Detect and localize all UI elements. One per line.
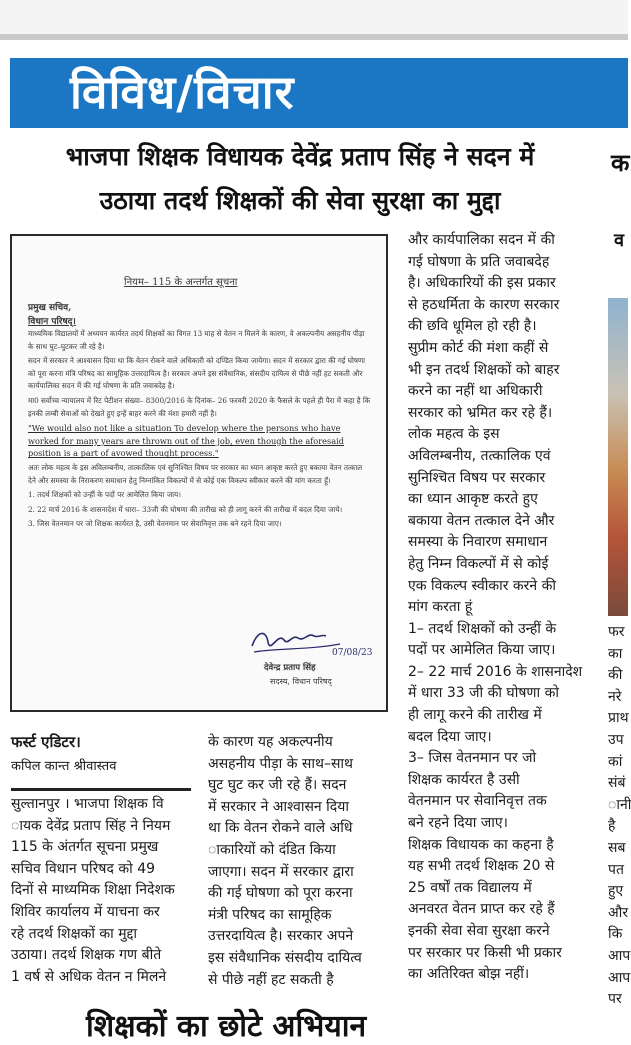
column-line: घुट घुट कर जी रहे हैं। सदन bbox=[208, 777, 347, 794]
column-line: ाकारियों को दंडित किया bbox=[208, 841, 336, 858]
column-line: बने रहने दिया जाए। bbox=[408, 815, 508, 832]
column-line: पर सरकार पर किसी भी प्रकार bbox=[408, 944, 562, 961]
letter-point: 3. जिस वेतनमान पर जो शिक्षक कार्यरत है, उसी वेतनमान पर सेवानिवृत्त तक बने रहने दिया जाए। bbox=[28, 519, 282, 529]
letter-date: 07/08/23 bbox=[332, 648, 373, 658]
signer-title: सदस्य, विधान परिषद् bbox=[270, 677, 332, 686]
column-line: का ध्यान आकृष्ट करते हुए bbox=[408, 491, 538, 508]
column-line: कां bbox=[608, 753, 623, 770]
column-line: इस संवैधानिक संसदीय दायित्व bbox=[208, 949, 362, 966]
letter-paragraph: माध्यमिक विद्यालयों में अध्ययन कार्यरत तदर्थ शिक्षकों का विगत 13 माह से वेतन न मिलने के कारण, वे अकल्पनीय असहनीय पीड़ा के साथ घुट–घुटकर जी रहे है। bbox=[28, 329, 365, 351]
column-line: सचिव विधान परिषद को 49 bbox=[11, 860, 156, 877]
column-line: है bbox=[608, 818, 616, 835]
column-line: बकाया वेतन तत्काल देने और bbox=[408, 512, 555, 529]
letter-body bbox=[28, 328, 372, 533]
column-line: का bbox=[608, 645, 623, 662]
column-line: सब bbox=[608, 839, 626, 856]
column-line: की गई घोषणा को पूरा करना bbox=[208, 885, 353, 902]
adjacent-headline-fragment: व bbox=[614, 230, 625, 251]
column-line: का अतिरिक्त बोझ नहीं। bbox=[408, 966, 530, 983]
column-line: में सरकार ने आश्वासन दिया bbox=[208, 798, 349, 815]
column-line: नरे bbox=[608, 688, 622, 705]
column-line: 1– तदर्थ शिक्षकों को उन्हीं के bbox=[408, 620, 557, 637]
section-banner bbox=[10, 58, 628, 128]
column-line: बदल दिया जाए। bbox=[408, 728, 492, 745]
column-line: 3– जिस वेतनमान पर जो bbox=[408, 750, 537, 767]
column-line: आप bbox=[608, 947, 631, 964]
article-column-1 bbox=[11, 794, 195, 988]
letter-point: 2. 22 मार्च 2016 के शासनादेश में धारा– 33जी की घोषणा की तारीख को ही लागू करने की तारीख में बदल दिया जाये। bbox=[28, 504, 343, 514]
column-line: रहे तदर्थ शिक्षकों का मुद्दा bbox=[11, 925, 138, 942]
letter-point: 1. तदर्थ शिक्षकों को उन्हीं के पदों पर आमेलित किया जाय। bbox=[28, 490, 181, 500]
column-line: 25 वर्षों तक विद्यालय में bbox=[408, 879, 532, 896]
column-line: की bbox=[608, 667, 623, 684]
next-headline: शिक्षकों का छोटे अभियान bbox=[86, 1009, 367, 1044]
top-divider bbox=[0, 34, 628, 40]
column-line: इनकी सेवा सेवा सुरक्षा करने bbox=[408, 923, 550, 939]
column-line: में धारा 33 जी की घोषणा को bbox=[408, 685, 559, 702]
column-line: से हठधर्मिता के कारण सरकार bbox=[408, 296, 560, 313]
column-line: उत्तरदायित्व है। सरकार अपने bbox=[208, 928, 354, 945]
column-line: वेतनमान पर सेवानिवृत्त तक bbox=[408, 793, 547, 810]
column-line: अनवरत वेतन प्राप्त कर रहे हैं bbox=[408, 901, 555, 918]
headline-line-2: उठाया तदर्थ शिक्षकों की सेवा सुरक्षा का मुद्दा bbox=[99, 186, 501, 215]
column-line: सुनिश्चित विषय पर सरकार bbox=[408, 469, 546, 486]
letter-quote: "We would also not like a situation To develop where the persons who have worked for many years are thrown out of the job, even though the aforesaid position is a part of avowed thought process." bbox=[28, 423, 344, 459]
column-line: फर bbox=[608, 624, 625, 640]
column-line: मंत्री परिषद का सामूहिक bbox=[208, 906, 332, 923]
column-line: एक विकल्प स्वीकार करने की bbox=[408, 577, 557, 594]
top-strip bbox=[0, 0, 628, 34]
article-column-2 bbox=[208, 732, 392, 991]
column-line: दिनों से माध्यमिक शिक्षा निदेशक bbox=[11, 882, 175, 899]
adjacent-headline-fragment: क bbox=[611, 148, 630, 177]
column-line: प्राथ bbox=[608, 710, 629, 727]
column-line: भी इन तदर्थ शिक्षकों को बाहर bbox=[408, 361, 560, 378]
column-line: उठाया। तदर्थ शिक्षक गण बीते bbox=[11, 947, 162, 964]
column-line: अविलम्बनीय, तत्कालिक एवं bbox=[408, 447, 551, 464]
column-line: पत bbox=[608, 861, 624, 878]
letter-paragraph: अतः लोक महत्व के इस अविलम्बनीय, तात्कालिक एवं सुनिश्चित विषय पर सरकार का ध्यान आकृष्ट करते हुए बकाया वेतन तत्काल देने और समस्या के निराकरण समाधान हेतु निम्नांकित विकल्पों में से कोई एक विकल्प स्वीकार करने की मांग करता हूँ। bbox=[28, 462, 363, 485]
column-line: करने का नहीं था अधिकारी bbox=[408, 383, 543, 400]
column-line: कि bbox=[608, 926, 623, 943]
column-line: संबं bbox=[608, 775, 626, 792]
column-line: समस्या के निवारण समाधान bbox=[408, 534, 548, 551]
column-line: सुप्रीम कोर्ट की मंशा कहीं से bbox=[408, 339, 549, 356]
column-line: आप bbox=[608, 969, 631, 986]
column-line: था कि वेतन रोकने वाले अधि bbox=[208, 820, 353, 837]
column-line: सरकार को भ्रमित कर रहे हैं। bbox=[408, 404, 553, 421]
column-line: सुल्तानपुर । भाजपा शिक्षक वि bbox=[11, 796, 164, 812]
column-line: हेतु निम्न विकल्पों में से कोई bbox=[408, 555, 549, 572]
article-column-3 bbox=[408, 230, 590, 986]
column-line: ानी bbox=[608, 796, 631, 813]
headline-line-1: भाजपा शिक्षक विधायक देवेंद्र प्रताप सिंह ने सदन में bbox=[65, 142, 535, 171]
adjacent-photo bbox=[608, 298, 628, 616]
column-line: शिक्षक कार्यरत है उसी bbox=[408, 771, 520, 788]
column-line: ायक देवेंद्र प्रताप सिंह ने नियम bbox=[11, 817, 171, 834]
column-line: ही लागू करने की तारीख में bbox=[408, 707, 542, 724]
letter-to-line-2: विधान परिषद्। bbox=[28, 317, 76, 327]
letter-image bbox=[10, 234, 388, 712]
column-line: लोक महत्व के इस bbox=[408, 426, 500, 443]
column-line: पर bbox=[608, 991, 622, 1008]
column-line: है। अधिकारियों की इस प्रकार bbox=[408, 275, 556, 292]
column-line: और कार्यपालिका सदन में की bbox=[408, 232, 555, 248]
column-line: उप bbox=[608, 731, 624, 748]
column-line: पदों पर आमेलित किया जाए। bbox=[408, 642, 556, 659]
column-line: यह सभी तदर्थ शिक्षक 20 से bbox=[408, 858, 555, 875]
byline-rule bbox=[11, 788, 191, 791]
section-title: विविध/विचार bbox=[70, 65, 295, 119]
letter-heading: नियम– 115 के अन्तर्गत सूचना bbox=[124, 277, 238, 288]
column-line: हुए bbox=[608, 883, 624, 900]
adjacent-column bbox=[608, 622, 631, 1011]
column-line: 115 के अंतर्गत सूचना प्रमुख bbox=[11, 839, 159, 856]
column-line: शिक्षक विधायक का कहना है bbox=[408, 836, 554, 853]
column-line: गई घोषणा के प्रति जवाबदेह bbox=[408, 253, 550, 270]
letter-paragraph: मा0 सर्वोच्च न्यायालय में रिट पेटीशन संख्या– 8300/2016 के दिनांक– 26 फरवरी 2020 के फैसले के पहले ही पैरा में कहा है कि इनकी लम्बी सेवाओं को देखते हुए इन्हें बाहर करने की मंशा हमारी नहीं है। bbox=[28, 395, 371, 418]
letter-to-line-1: प्रमुख सचिव, bbox=[28, 303, 72, 313]
column-line: शिविर कार्यालय में याचना कर bbox=[11, 903, 160, 920]
column-line: असहनीय पीड़ा के साथ–साथ bbox=[208, 755, 353, 772]
column-line: से पीछे नहीं हट सकती है bbox=[208, 971, 334, 988]
column-line: की छवि धूमिल हो रही है। bbox=[408, 318, 537, 335]
column-line: 2– 22 मार्च 2016 के शासनादेश bbox=[408, 663, 583, 680]
byline-author: कपिल कान्त श्रीवास्तव bbox=[11, 759, 117, 774]
byline-label: फर्स्ट एडिटर। bbox=[11, 733, 81, 751]
column-line: 1 वर्ष से अधिक वेतन न मिलने bbox=[11, 968, 167, 985]
column-line: और bbox=[608, 904, 629, 921]
column-line: के कारण यह अकल्पनीय bbox=[208, 734, 333, 750]
letter-paragraph: सदन में सरकार ने आश्वासन दिया था कि वेतन रोकने वाले अधिकारी को दण्डित किया जायेगा। सदन में सरकार द्वारा की गई घोषणा को पूरा करना मंत्रि परिषद का सामूहिक उत्तरदायित्व है। सरकार अपने इस संवैधानिक, संसदीय दायित्व से पीछे नहीं हट सकती और कार्यपालिका सदन में की गई घोषणा के प्रति जवाबदेह है। bbox=[28, 356, 366, 391]
column-line: जाएगा। सदन में सरकार द्वारा bbox=[208, 863, 354, 880]
signer-name: देवेन्द्र प्रताप सिंह bbox=[264, 663, 316, 673]
column-line: मांग करता हूं bbox=[408, 599, 473, 616]
